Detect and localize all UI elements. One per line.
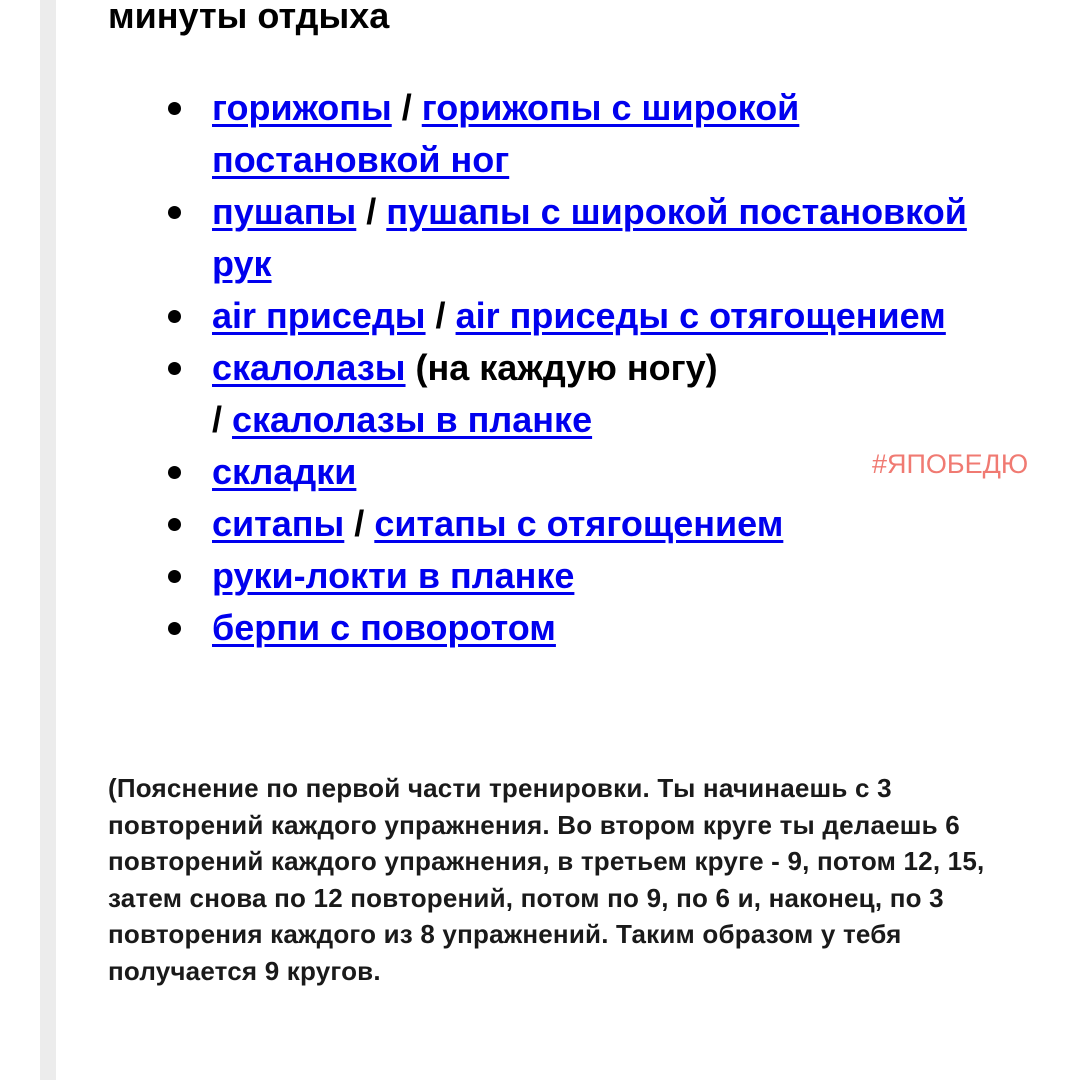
exercise-variant-link[interactable]: пушапы с широкой постановкой рук xyxy=(212,191,967,284)
list-item xyxy=(212,290,972,342)
exercise-link[interactable]: пушапы xyxy=(212,191,357,232)
list-item xyxy=(212,186,972,290)
exercise-link[interactable]: руки-локти в планке xyxy=(212,555,575,596)
bullet-icon xyxy=(168,622,181,635)
explanation-paragraph: (Пояснение по первой части тренировки. Ты начинаешь с 3 повторений каждого упражнения. Во втором круге ты делаешь 6 повторений каждого упражнения, в третьем круге - 9, потом 12, 15, затем снова по 12 повторений, потом по 9, по 6 и, наконец, по 3 повторения каждого из 8 упражнений. Таким образом у тебя получается 9 кругов. xyxy=(108,773,985,986)
bullet-icon xyxy=(168,518,181,531)
bullet-icon xyxy=(168,102,181,115)
list-item xyxy=(212,550,972,602)
separator: / xyxy=(391,87,422,128)
exercise-list xyxy=(212,82,972,654)
separator: / xyxy=(212,399,233,440)
bullet-icon xyxy=(168,362,181,375)
exercise-variant-link[interactable]: горижопы с широкой постановкой ног xyxy=(212,87,800,180)
separator: / xyxy=(344,503,375,544)
list-item xyxy=(212,602,972,654)
exercise-link[interactable]: скалолазы xyxy=(212,347,406,388)
exercise-variant-link[interactable]: ситапы с отягощением xyxy=(374,503,784,544)
separator: / xyxy=(425,295,456,336)
bullet-icon xyxy=(168,206,181,219)
separator: / xyxy=(356,191,387,232)
list-item xyxy=(212,498,972,550)
continuation-line xyxy=(212,394,972,446)
exercise-variant-link[interactable]: скалолазы в планке xyxy=(232,399,593,440)
list-item xyxy=(212,82,972,186)
list-item xyxy=(212,446,972,498)
section-heading: минуты отдыха xyxy=(108,0,390,36)
exercise-link[interactable]: ситапы xyxy=(212,503,345,544)
left-margin-strip xyxy=(40,0,56,1080)
exercise-link[interactable]: берпи с поворотом xyxy=(212,607,556,648)
exercise-link[interactable]: складки xyxy=(212,451,357,492)
exercise-link[interactable]: горижопы xyxy=(212,87,392,128)
exercise-link[interactable]: air приседы xyxy=(212,295,426,336)
bullet-icon xyxy=(168,570,181,583)
exercise-note: (на каждую ногу) xyxy=(405,347,718,388)
bullet-icon xyxy=(168,310,181,323)
hashtag-sticker: #ЯПОБЕДЮ xyxy=(872,449,1029,479)
list-item xyxy=(212,342,972,446)
exercise-variant-link[interactable]: air приседы с отягощением xyxy=(455,295,946,336)
bullet-icon xyxy=(168,466,181,479)
